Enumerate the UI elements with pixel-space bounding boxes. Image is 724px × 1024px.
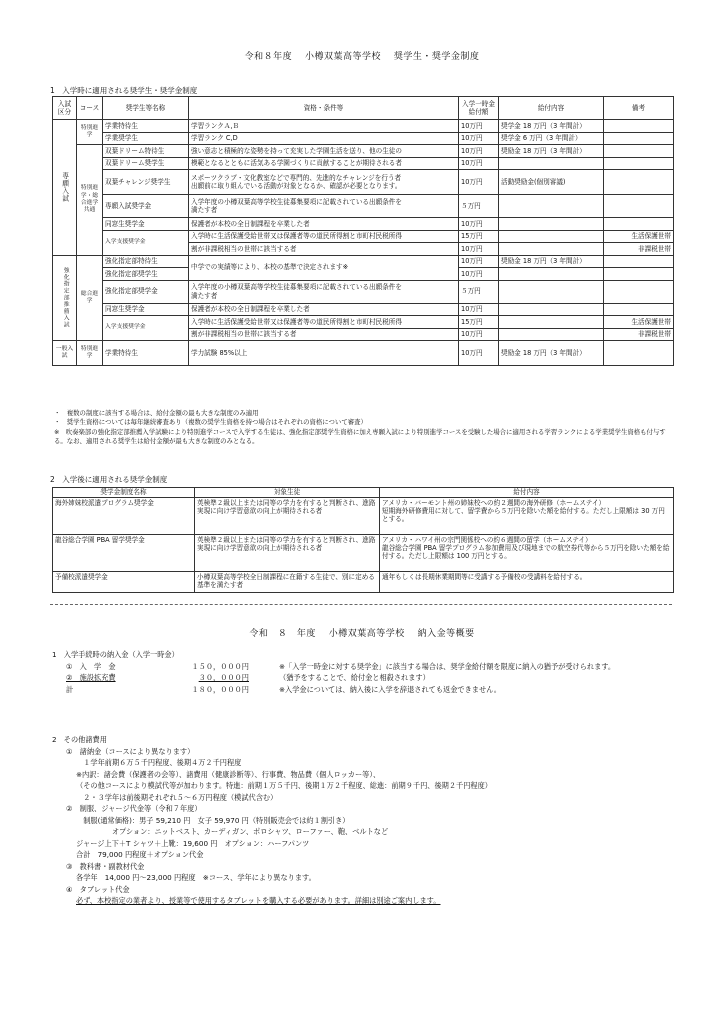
cell-benefit — [499, 218, 604, 231]
expense-line: ※内訳：諸会費（保護者の会等）、諸費用（健康診断等）、行事費、物品費（個人ロッカー等）、 — [76, 769, 381, 779]
table-row — [53, 170, 674, 195]
other-heading: 2 その他諸費用 — [52, 735, 107, 744]
cell-amt: 15万円 — [459, 316, 499, 329]
cell-name: 双葉ドリーム特待生 — [103, 145, 189, 158]
header-name: 奨学金制度名称 — [53, 488, 195, 498]
cell-cond: スポーツクラブ・文化教室などで専門的、先進的なチャレンジを行う者 出願前に取り組んでいる活動が対象となるか、確認が必要となります。 — [189, 170, 459, 195]
header-benefit: 給付内容 — [380, 488, 674, 498]
expense-line: オプション：ニットベスト、カーディガン、ポロシャツ、ローファー、鞄、ベルトなど — [112, 827, 389, 837]
cell-benefit — [499, 195, 604, 218]
cell-benefit: 奨励金 18 万円（3 年間計） — [499, 341, 604, 366]
table-row — [53, 535, 674, 572]
cell-note — [604, 268, 674, 281]
group-kyouka: 強化指定部推薦入試 — [53, 255, 77, 341]
header-amount: 入学一時金給付額 — [459, 97, 499, 120]
cell-name: 龍谷総合学園 PBA 留学奨学金 — [53, 535, 195, 572]
fee-row-entrance — [52, 661, 692, 673]
cell-name: 同窓生奨学金 — [103, 218, 189, 231]
cell-name: 学業特待生 — [103, 120, 189, 133]
fee-label: 計 — [66, 684, 74, 694]
cell-note — [604, 120, 674, 133]
cell-cond: 入学年度の小樽双葉高等学校生徒募集要項に記載されている出願条件を 満たす者 — [189, 280, 459, 303]
cell-cond: 学力試験 85%以上 — [189, 341, 459, 366]
cell-benefit: アメリカ・バーモント州の姉妹校への約２週間の海外研修（ホームステイ） 短期海外研修費用に対して、留学費から５万円を除いた額を給付する。ただし上限額は 30 万円とする。 — [380, 498, 674, 535]
cell-amt: 15万円 — [459, 230, 499, 243]
cell-name: 予備校派遣奨学金 — [53, 572, 195, 593]
cell-cond: 強い意志と積極的な姿勢を持って充実した学園生活を送り、他の生徒の — [189, 145, 459, 158]
fee-label: ② 施設拡充費 — [66, 673, 116, 683]
cell-amt: ５万円 — [459, 280, 499, 303]
cell-target: 英検準２級以上または同等の学力を有すると判断され、進路実現に向け学習意欲の向上が期待される者 — [195, 498, 380, 535]
note-line: ※ 吹奏楽部の強化指定部推薦入学試験により特別進学コースで入学する生徒は、強化指定部奨学生資格に加え専願入試により特別進学コースを受験した場合に適用される学習ランクによる学業奨学生資格も付与する。なお、適用される奨学生は給付金額が最も大きな制度のみとなる。 — [54, 427, 666, 445]
cell-cond: 保護者が本校の全日制課程を卒業した者 — [189, 303, 459, 316]
header-name: 奨学生等名称 — [103, 97, 189, 120]
fees-heading: 1 入学手続時の納入金（入学一時金） — [52, 650, 179, 659]
cell-name: 学業奨学生 — [103, 132, 189, 145]
course-tokushin-sougou: 特別進学・総合進学共通 — [77, 145, 103, 256]
expense-line: 制服(通常価格)：男子 59,210 円 女子 59,970 円（特別販売会では約１割引き） — [76, 815, 350, 825]
fee-amount: １５０，０００円 — [191, 661, 249, 671]
cell-amt: 10万円 — [459, 255, 499, 268]
post-admission-scholarship-table — [52, 487, 674, 593]
fee-amount: １８０，０００円 — [191, 684, 249, 694]
cell-amt: 10万円 — [459, 218, 499, 231]
cell-benefit: 活動奨励金(個別審議) — [499, 170, 604, 195]
cell-note: 生活保護世帯 — [604, 316, 674, 329]
admission-fees — [52, 649, 692, 695]
cell-benefit — [499, 268, 604, 281]
cell-amt: 10万円 — [459, 303, 499, 316]
cell-benefit — [499, 280, 604, 303]
cell-note — [604, 280, 674, 303]
group-ippan: 一般入試 — [53, 341, 77, 366]
header-course: コース — [77, 97, 103, 120]
course-sougou: 総合進学 — [77, 255, 103, 341]
expense-line: ２・３学年は前後期それぞれ５～６万円程度（模試代含む） — [76, 792, 278, 802]
expense-line: 必ず、本校指定の業者より、授業等で使用するタブレットを購入する必要があります。詳細は別途ご案内します。 — [76, 896, 441, 906]
cell-cond: 中学での実績等により、本校の基準で決定されます※ — [189, 255, 459, 280]
cell-benefit — [499, 316, 604, 329]
fee-row-total — [52, 684, 692, 696]
table-row — [53, 157, 674, 170]
expense-line: ジャージ上下＋T シャツ＋上靴：19,600 円 オプション：ハーフパンツ — [76, 838, 310, 848]
cell-name: 専願入試奨学金 — [103, 195, 189, 218]
table-row — [53, 498, 674, 535]
expense-line: （その他コースにより模試代等が加わります。特進：前期１万５千円、後期１万２千程度、総進：前期９千円、後期２千円程度） — [76, 781, 492, 791]
cell-amt: 10万円 — [459, 243, 499, 256]
table-row — [53, 230, 674, 243]
cell-benefit: 奨励金 18 万円（3 年間計） — [499, 145, 604, 158]
scholarship-table — [52, 96, 674, 366]
cell-note — [604, 218, 674, 231]
expense-line: ④ タブレット代金 — [66, 884, 130, 894]
page-title: 令和８年度 小樽双葉高等学校 奨学生・奨学金制度 — [244, 52, 480, 62]
cell-amt: 10万円 — [459, 157, 499, 170]
table-header-row — [53, 488, 674, 498]
fee-note: ※入学金については、納入後に入学を辞退されても返金できません。 — [279, 684, 501, 694]
header-condition: 資格・条件等 — [189, 97, 459, 120]
course-tokubetsu-ippan: 特別進学 — [77, 341, 103, 366]
group-senkan: 専願入試 — [53, 120, 77, 256]
expense-line: ③ 教科書・副教材代金 — [66, 861, 145, 871]
table-row — [53, 120, 674, 133]
other-expenses — [52, 734, 692, 907]
other-lines — [52, 746, 692, 907]
section-2-heading: 2 入学後に適用される奨学金制度 — [50, 475, 168, 484]
expense-line: 各学年 14,000 円～23,000 円程度 ※コース、学年により異なります。 — [76, 873, 316, 883]
cell-benefit — [499, 243, 604, 256]
cell-note — [604, 132, 674, 145]
cell-target: 小樽双葉高等学校全日制課程に在籍する生徒で、別に定める基準を満たす者 — [195, 572, 380, 593]
cell-name: 海外姉妹校派遣プログラム奨学金 — [53, 498, 195, 535]
cell-benefit: 奨学金 6 万円（3 年間計） — [499, 132, 604, 145]
note-line: ・ 複数の制度に該当する場合は、給付金額の最も大きな制度のみ適用 — [54, 409, 259, 417]
expense-line: ① 諸納金（コースにより異なります） — [66, 746, 195, 756]
table-row — [53, 316, 674, 329]
table-row — [53, 572, 674, 593]
header-target: 対象生徒 — [195, 488, 380, 498]
cell-name: 入学支援奨学金 — [103, 316, 189, 341]
cell-amt: 10万円 — [459, 145, 499, 158]
table-row — [53, 132, 674, 145]
cell-cond: 割が非課税相当の世帯に該当する者 — [189, 243, 459, 256]
cell-benefit: 奨学金 18 万円（3 年間計） — [499, 120, 604, 133]
cell-amt: 10万円 — [459, 132, 499, 145]
cell-cond: 入学年度の小樽双葉高等学校生徒募集要項に記載されている出願条件を 満たす者 — [189, 195, 459, 218]
cell-name: 強化指定部奨学生 — [103, 268, 189, 281]
cell-benefit: 通年もしくは長期休業期間等に受講する予備校の受講料を給付する。 — [380, 572, 674, 593]
cell-name: 同窓生奨学金 — [103, 303, 189, 316]
cell-cond: 割が非課税相当の世帯に該当する者 — [189, 328, 459, 341]
header-exam-type: 入試区分 — [53, 97, 77, 120]
cell-note — [604, 145, 674, 158]
cell-benefit — [499, 328, 604, 341]
cell-cond: 保護者が本校の全日制課程を卒業した者 — [189, 218, 459, 231]
fee-row-facility — [52, 672, 692, 684]
cell-name: 強化指定部特待生 — [103, 255, 189, 268]
table-row — [53, 218, 674, 231]
cell-benefit — [499, 157, 604, 170]
cell-name: 学業特待生 — [103, 341, 189, 366]
cell-note — [604, 195, 674, 218]
cell-cond: 学習ランクＡ,Ｂ — [189, 120, 459, 133]
expense-line: ② 制服、ジャージ代金等（令和７年度） — [66, 804, 202, 814]
fee-note: ※「入学一時金に対する奨学金」に該当する場合は、奨学金給付額を限度に納入の猶予が受けられます。 — [279, 661, 616, 671]
cell-note: 生活保護世帯 — [604, 230, 674, 243]
fee-label: ① 入 学 金 — [66, 661, 116, 671]
note-line: ・ 奨学生資格については毎年継続審査あり（複数の奨学生資格を持つ場合はそれぞれの資格について審査） — [54, 418, 367, 427]
table-header-row — [53, 97, 674, 120]
cell-amt: 10万円 — [459, 328, 499, 341]
cell-name: 強化指定部奨学金 — [103, 280, 189, 303]
cell-amt: 10万円 — [459, 170, 499, 195]
cell-cond: 入学時に生活保護受給世帯又は保護者等の道民所得割と市町村民税所得 — [189, 230, 459, 243]
header-benefit: 給付内容 — [499, 97, 604, 120]
cell-note — [604, 170, 674, 195]
cell-name: 入学支援奨学金 — [103, 230, 189, 255]
cell-note — [604, 255, 674, 268]
fee-note: （猶予をすることで、給付金と相殺されます） — [279, 673, 430, 683]
cell-benefit — [499, 303, 604, 316]
cell-note — [604, 303, 674, 316]
cell-cond: 学習ランク C,D — [189, 132, 459, 145]
cell-benefit — [499, 230, 604, 243]
cell-name: 双葉ドリーム奨学生 — [103, 157, 189, 170]
cell-amt: 10万円 — [459, 341, 499, 366]
header-note: 備考 — [604, 97, 674, 120]
table-row — [53, 195, 674, 218]
expense-line: 合計 79,000 円程度＋オプション代金 — [76, 850, 204, 860]
fees-title: 令和 ８ 年度 小樽双葉高等学校 納入金等概要 — [249, 629, 475, 639]
expense-line: １学年前期６万５千円程度、後期４万２千円程度 — [76, 758, 242, 768]
cell-cond: 模範となるとともに活気ある学園づくりに貢献することが期待される者 — [189, 157, 459, 170]
cell-note — [604, 341, 674, 366]
cell-benefit: 奨励金 18 万円（3 年間計） — [499, 255, 604, 268]
table-row — [53, 303, 674, 316]
fee-amount: ３０，０００円 — [198, 673, 249, 683]
cell-benefit: アメリカ・ハワイ州の宗門関係校への約６週間の留学（ホームステイ） 龍谷総合学園 PBA 留学プログラム参加費用及び現地までの航空券代等から５万円を除いた額を給付する。ただし上限額は 100 万円とする。 — [380, 535, 674, 572]
cell-cond: 入学時に生活保護受給世帯又は保護者等の道民所得割と市町村民税所得 — [189, 316, 459, 329]
table-row — [53, 341, 674, 366]
cell-name: 双葉チャレンジ奨学生 — [103, 170, 189, 195]
course-tokubetsu: 特別進学 — [77, 120, 103, 145]
notes-section-1 — [54, 409, 674, 446]
section-divider — [50, 604, 672, 605]
cell-note: 非課税世帯 — [604, 243, 674, 256]
section-1-heading: 1 入学時に適用される奨学生・奨学金制度 — [50, 86, 198, 95]
cell-amt: 10万円 — [459, 120, 499, 133]
cell-note — [604, 157, 674, 170]
cell-amt: 10万円 — [459, 268, 499, 281]
cell-note: 非課税世帯 — [604, 328, 674, 341]
table-row — [53, 145, 674, 158]
table-row — [53, 255, 674, 268]
cell-target: 英検準２級以上または同等の学力を有すると判断され、進路実現に向け学習意欲の向上が期待される者 — [195, 535, 380, 572]
cell-amt: ５万円 — [459, 195, 499, 218]
table-row — [53, 280, 674, 303]
